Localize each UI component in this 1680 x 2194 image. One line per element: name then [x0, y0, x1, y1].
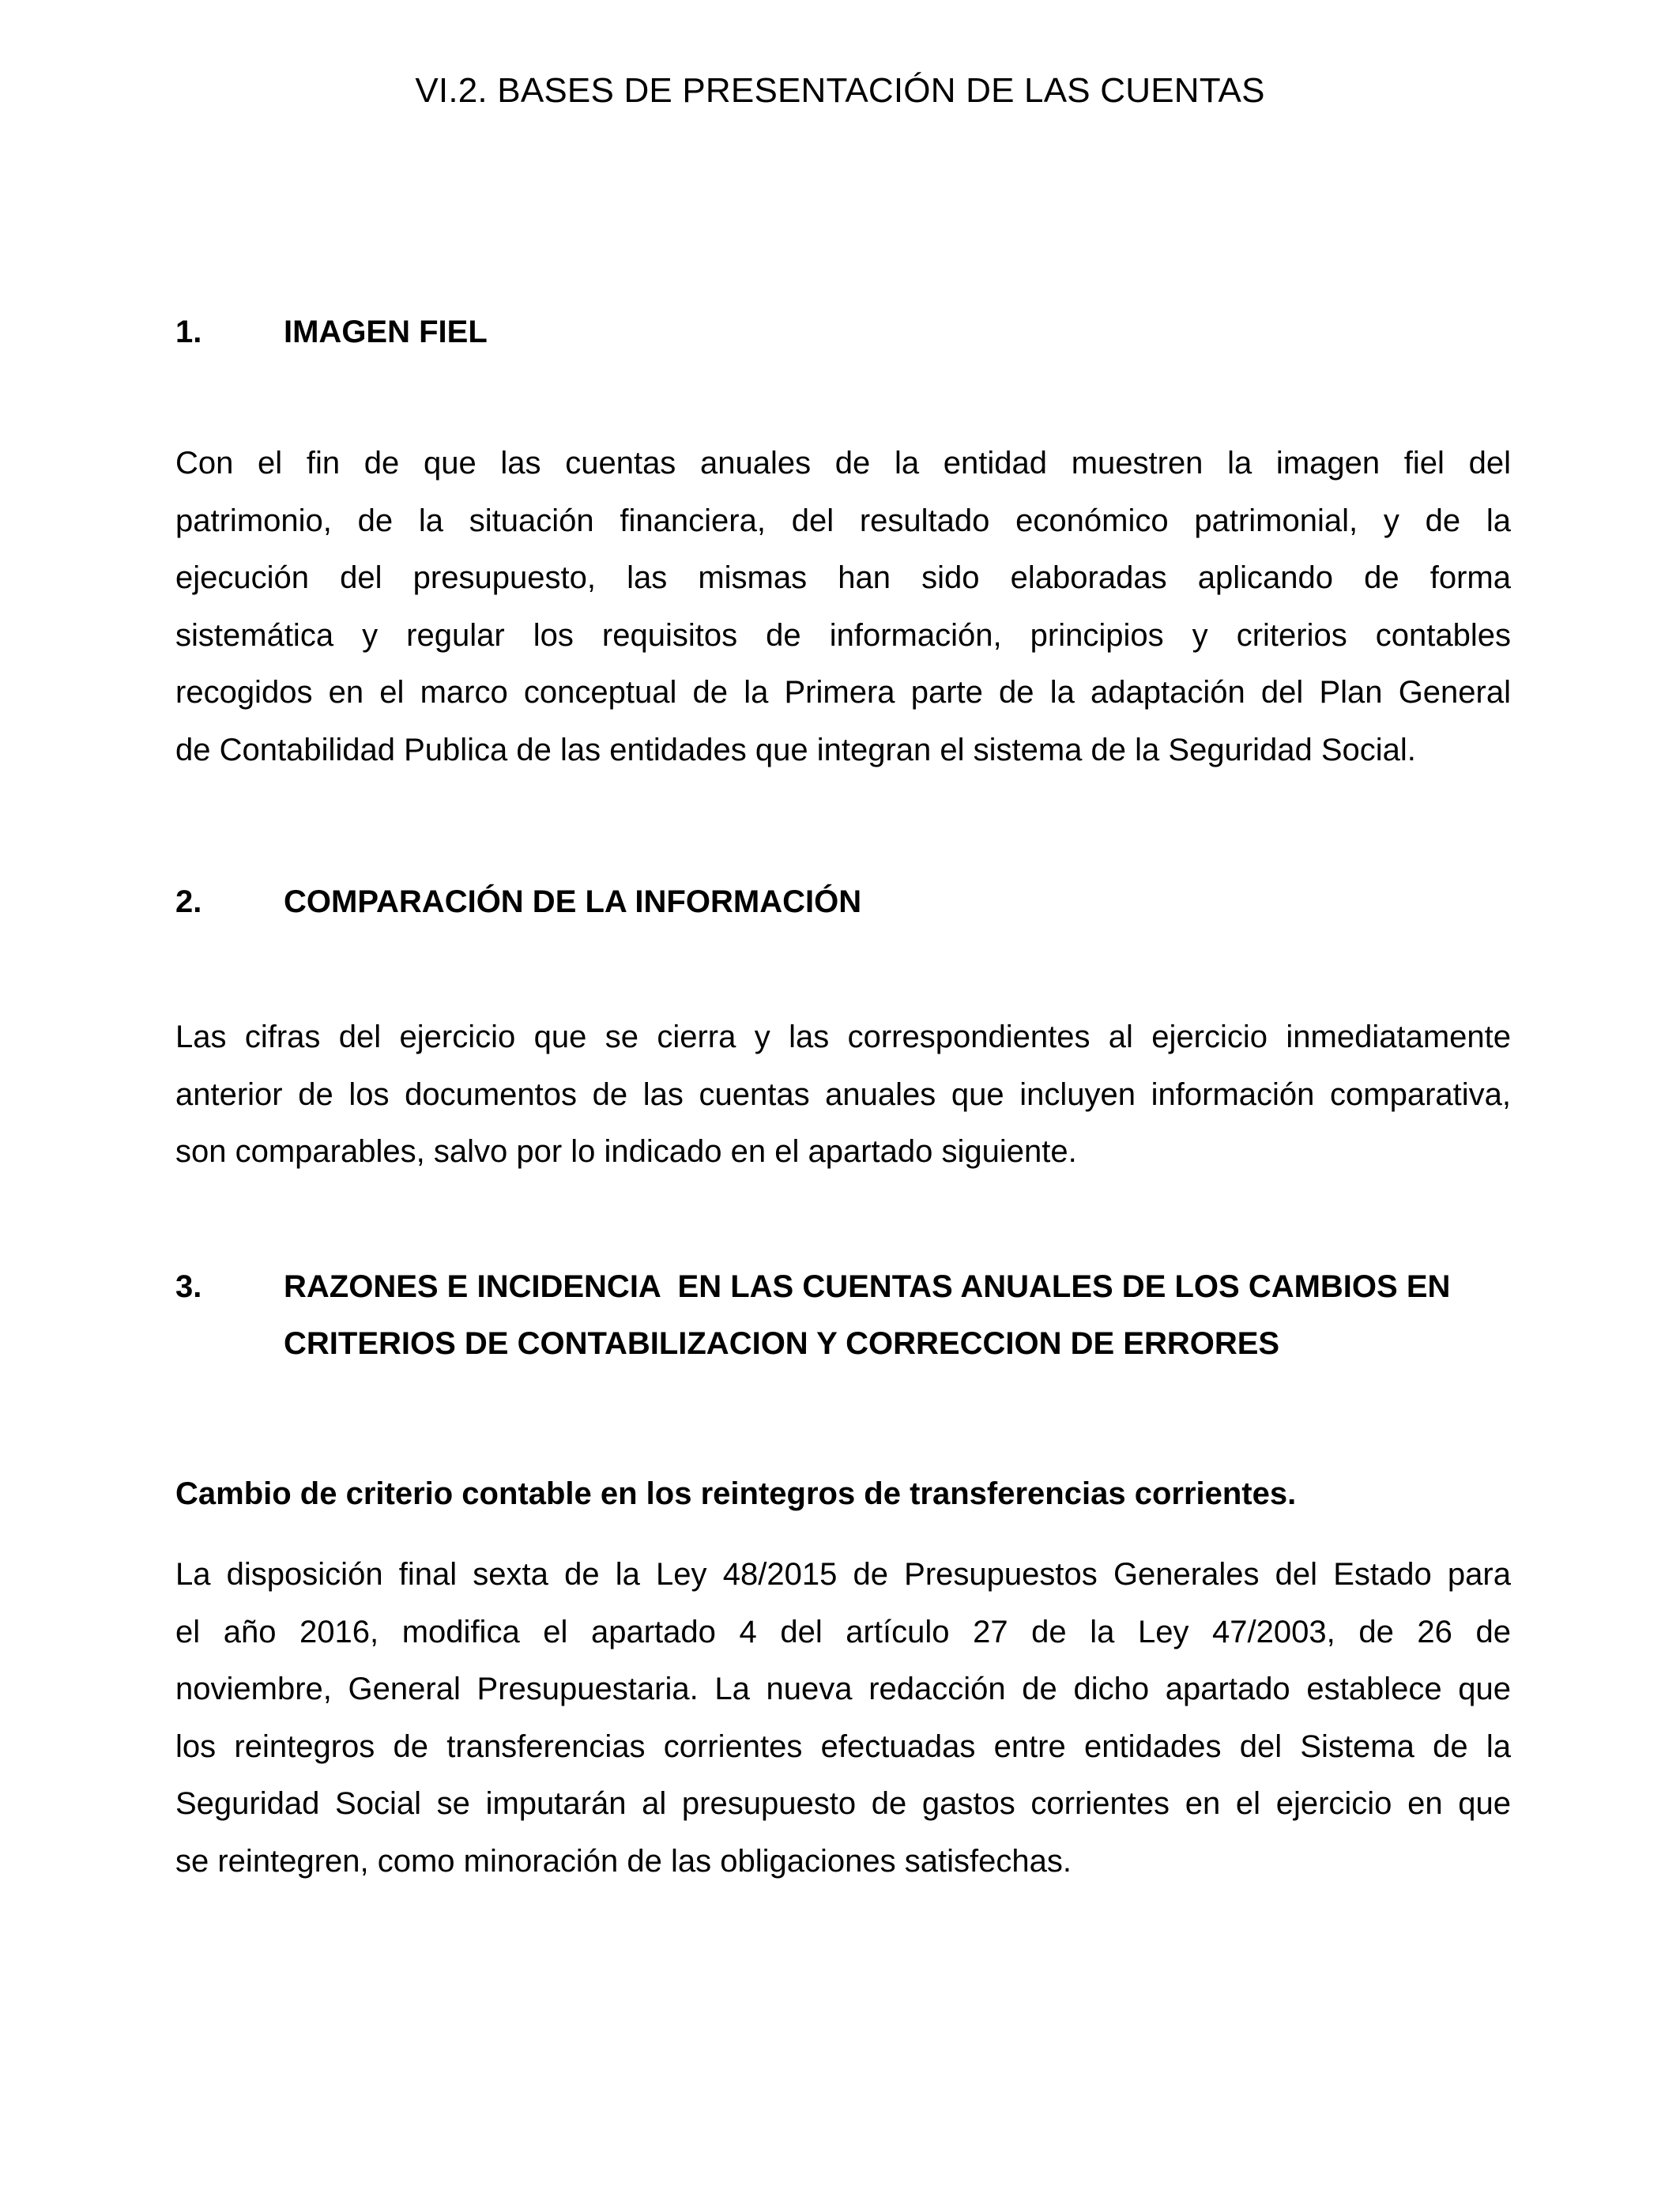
section-3-heading-line: CRITERIOS DE CONTABILIZACION Y CORRECCION DE ERRORES	[284, 1326, 1280, 1361]
paragraph-line: anterior de los documentos de las cuentas anuales que incluyen información comparativa,	[175, 1076, 1511, 1112]
paragraph-line: Seguridad Social se imputarán al presupuesto de gastos corrientes en el ejercicio en que	[175, 1786, 1511, 1821]
paragraph-line: noviembre, General Presupuestaria. La nueva redacción de dicho apartado establece que	[175, 1672, 1511, 1706]
paragraph-line: de Contabilidad Publica de las entidades que integran el sistema de la Seguridad Social.	[175, 732, 1416, 767]
section-2-number: 2.	[175, 884, 202, 919]
paragraph-line: el año 2016, modifica el apartado 4 del artículo 27 de la Ley 47/2003, de 26 de	[175, 1614, 1511, 1649]
paragraph-line: se reintegren, como minoración de las obligaciones satisfechas.	[175, 1843, 1072, 1879]
paragraph-line: recogidos en el marco conceptual de la Primera parte de la adaptación del Plan General	[175, 675, 1511, 710]
paragraph-line: Con el fin de que las cuentas anuales de la entidad muestren la imagen fiel del	[175, 446, 1511, 481]
paragraph-line: patrimonio, de la situación financiera, del resultado económico patrimonial, y de la	[175, 503, 1511, 538]
paragraph-line: son comparables, salvo por lo indicado en el apartado siguiente.	[175, 1134, 1077, 1169]
paragraph-line: La disposición final sexta de la Ley 48/2015 de Presupuestos Generales del Estado para	[175, 1557, 1511, 1592]
section-2-heading-line: COMPARACIÓN DE LA INFORMACIÓN	[284, 884, 862, 919]
paragraph-line: ejecución del presupuesto, las mismas han sido elaboradas aplicando de forma	[175, 560, 1511, 595]
paragraph-line: sistemática y regular los requisitos de información, principios y criterios contables	[175, 617, 1511, 653]
section-3-paragraph	[175, 1546, 1511, 1890]
section-1-paragraph	[175, 435, 1511, 778]
section-2-paragraph	[175, 1008, 1511, 1181]
section-3-heading	[175, 1258, 1511, 1372]
section-1-heading-line: IMAGEN FIEL	[284, 315, 488, 349]
section-3-subheading: Cambio de criterio contable en los reintegros de transferencias corrientes.	[175, 1476, 1297, 1511]
paragraph-line: los reintegros de transferencias corrientes efectuadas entre entidades del Sistema de la	[175, 1728, 1511, 1764]
section-3-heading-line: RAZONES E INCIDENCIA EN LAS CUENTAS ANUALES DE LOS CAMBIOS EN	[284, 1269, 1451, 1304]
section-3-number: 3.	[175, 1269, 202, 1304]
section-1-number: 1.	[175, 315, 202, 349]
section-2-heading	[175, 873, 1511, 930]
paragraph-line: Las cifras del ejercicio que se cierra y las correspondientes al ejercicio inmediatamente	[175, 1020, 1511, 1054]
section-1-heading	[175, 303, 1511, 360]
page-title: VI.2. BASES DE PRESENTACIÓN DE LAS CUENTAS	[415, 71, 1265, 110]
